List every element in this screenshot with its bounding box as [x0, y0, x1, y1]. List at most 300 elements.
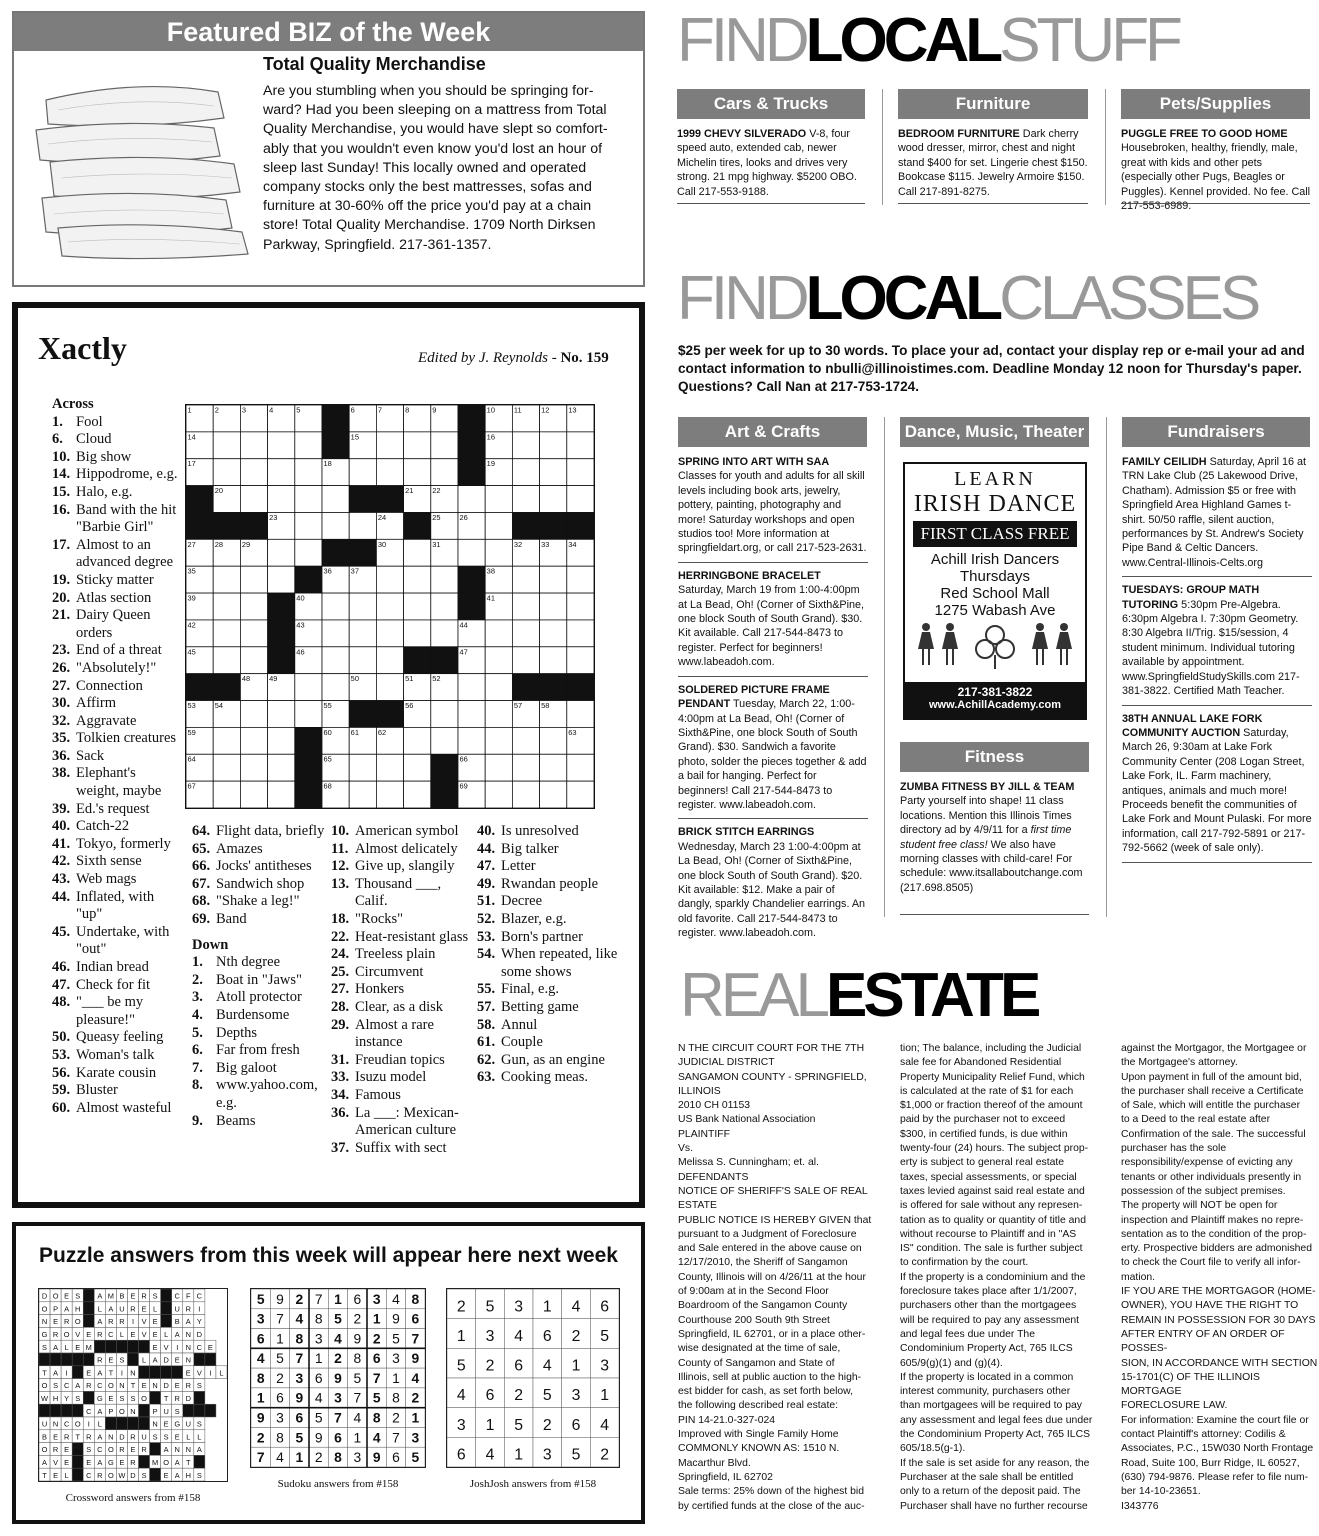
grid-cell[interactable] — [567, 593, 594, 620]
black-square — [139, 1366, 150, 1379]
cell-number: 8 — [405, 405, 410, 415]
grid-cell[interactable] — [404, 727, 431, 754]
grid-cell[interactable] — [349, 512, 376, 539]
grid-cell[interactable] — [485, 754, 512, 781]
classified-ad — [678, 825, 868, 946]
clue — [52, 466, 182, 484]
clue — [52, 572, 182, 590]
clue-text: Inflated, with "up" — [76, 888, 155, 923]
grid-cell[interactable] — [349, 754, 376, 781]
cell-number: 28 — [214, 539, 224, 549]
biz-body: Are you stumbling when you should be springing for-ward? Had you been sleeping on a mattress from Total Quality Merchandise, you would have slept so comfort-ably that you wouldn't even know you'd lost an hour of sleep last Sunday! This locally owned and operated company stocks only the best mattresses, sofas and furniture at 30-60% off the price you'd pay at a chain store! Total Quality Merchandise. 1709 North Dirksen Parkway, Springfield. 217-361-1357. — [263, 83, 608, 253]
grid-cell[interactable] — [240, 593, 267, 620]
grid-cell[interactable] — [567, 566, 594, 593]
grid-cell[interactable] — [404, 432, 431, 459]
answer-letter: O — [41, 1381, 48, 1391]
answer-letter: 7 — [353, 1389, 362, 1406]
grid-cell[interactable] — [485, 647, 512, 674]
black-square — [139, 1340, 150, 1353]
divider — [1121, 203, 1310, 204]
answer-letter: E — [130, 1291, 136, 1301]
grid-cell[interactable] — [268, 754, 295, 781]
grid-cell[interactable] — [431, 727, 458, 754]
clue-text: Born's partner — [501, 928, 583, 945]
answer-letter: 9 — [411, 1350, 420, 1367]
grid-cell[interactable] — [540, 593, 567, 620]
clue-text: Sandwich shop — [216, 875, 305, 892]
grid-cell[interactable] — [213, 781, 240, 808]
grid-cell[interactable] — [431, 620, 458, 647]
clue-text: Famous — [355, 1086, 401, 1103]
cell-number: 60 — [323, 727, 332, 737]
find-local-classes-heading — [677, 264, 1258, 333]
black-square — [458, 405, 485, 432]
clue — [331, 1017, 477, 1052]
grid-cell[interactable] — [567, 701, 594, 728]
grid-cell[interactable] — [213, 647, 240, 674]
clue-text: Big galoot — [216, 1059, 277, 1076]
grid-cell[interactable] — [404, 459, 431, 486]
grid-cell[interactable] — [268, 566, 295, 593]
divider — [898, 203, 1088, 204]
grid-cell[interactable] — [240, 486, 267, 513]
grid-cell[interactable] — [512, 459, 539, 486]
crossword-answer-caption: Crossword answers from #158 — [65, 1492, 201, 1504]
clue-number: 32. — [52, 712, 71, 729]
cell-number: 46 — [296, 647, 305, 657]
black-square — [50, 1353, 61, 1366]
answer-letter: 4 — [392, 1290, 400, 1307]
clue-text: Sack — [76, 747, 105, 764]
clue-number: 18. — [331, 910, 350, 927]
grid-cell[interactable] — [485, 512, 512, 539]
grid-cell[interactable] — [512, 727, 539, 754]
answer-letter: E — [185, 1368, 191, 1378]
clue-number: 39. — [52, 800, 71, 817]
grid-cell[interactable] — [240, 432, 267, 459]
grid-cell[interactable] — [485, 539, 512, 566]
black-square — [404, 647, 431, 674]
answer-letter: A — [75, 1381, 81, 1391]
grid-cell[interactable] — [431, 593, 458, 620]
grid-cell[interactable] — [376, 674, 403, 701]
featured-biz-header: Featured BIZ of the Week — [14, 13, 643, 51]
cell-number: 35 — [187, 566, 196, 576]
answer-letter: 1 — [353, 1429, 362, 1446]
cell-number: 21 — [405, 486, 414, 496]
grid-cell[interactable] — [404, 754, 431, 781]
answer-letter: L — [141, 1355, 147, 1365]
answer-letter: 9 — [353, 1330, 362, 1347]
clue-text: Hippodrome, e.g. — [76, 466, 178, 483]
furniture-ad-body: Dark cherry wood dresser, mirror, chest and night stand $400 for set. Lingerie chest $150. Bookcase $115. Jewelry Armoire $150. Call 217-891-8275. — [898, 128, 1088, 198]
black-square — [295, 566, 322, 593]
grid-cell[interactable] — [512, 620, 539, 647]
clue-text: Almost to an advanced degree — [76, 536, 174, 571]
answer-letter: A — [53, 1368, 59, 1378]
answer-letter: E — [141, 1381, 147, 1391]
clue-number: 51. — [477, 893, 496, 910]
answer-letter: A — [108, 1304, 114, 1314]
crossword-answer-grid — [38, 1288, 228, 1482]
answer-letter: 2 — [571, 1327, 581, 1345]
grid-cell[interactable] — [431, 701, 458, 728]
grid-cell[interactable] — [512, 647, 539, 674]
grid-cell[interactable] — [458, 727, 485, 754]
answer-letter: 3 — [571, 1387, 581, 1405]
grid-cell[interactable] — [567, 432, 594, 459]
grid-cell[interactable] — [431, 566, 458, 593]
grid-cell[interactable] — [322, 512, 349, 539]
clue-text: Sixth sense — [76, 853, 142, 870]
grid-cell[interactable] — [512, 566, 539, 593]
answer-letter: R — [86, 1381, 92, 1391]
answer-letter: L — [186, 1432, 191, 1442]
irish-line2: Thursdays — [959, 568, 1031, 585]
grid-cell[interactable] — [213, 620, 240, 647]
grid-cell[interactable] — [540, 781, 567, 808]
grid-cell[interactable] — [213, 432, 240, 459]
grid-cell[interactable] — [240, 754, 267, 781]
grid-cell[interactable] — [295, 701, 322, 728]
grid-cell[interactable] — [376, 459, 403, 486]
clue-text: Catch-22 — [76, 818, 130, 835]
black-square — [376, 701, 403, 728]
grid-cell[interactable] — [485, 486, 512, 513]
cell-number: 69 — [459, 781, 468, 791]
clue-text: Treeless plain — [355, 946, 436, 963]
clue — [192, 893, 330, 911]
clue-number: 53. — [477, 928, 496, 945]
cell-number: 7 — [377, 405, 383, 415]
clue-text: Final, e.g. — [501, 981, 559, 998]
answer-letter: 9 — [295, 1389, 304, 1406]
answer-letter: R — [97, 1355, 103, 1365]
grid-cell[interactable] — [240, 781, 267, 808]
answer-letter: 4 — [571, 1298, 581, 1316]
clue-number: 65. — [192, 840, 211, 857]
grid-cell[interactable] — [240, 647, 267, 674]
black-square — [83, 1353, 94, 1366]
grid-cell[interactable] — [376, 593, 403, 620]
grid-cell[interactable] — [458, 539, 485, 566]
answer-letter: 5 — [392, 1330, 400, 1347]
grid-cell[interactable] — [512, 593, 539, 620]
grid-cell[interactable] — [567, 486, 594, 513]
answer-letter: R — [141, 1445, 147, 1455]
grid-cell[interactable] — [240, 701, 267, 728]
grid-cell[interactable] — [404, 593, 431, 620]
answer-letter: N — [130, 1368, 136, 1378]
answer-letter: 5 — [353, 1369, 362, 1386]
art-ads-column — [678, 455, 868, 953]
grid-cell[interactable] — [512, 486, 539, 513]
heading-classes: CLASSES — [999, 264, 1258, 333]
answer-letter: U — [163, 1406, 169, 1416]
answer-letter: 4 — [372, 1429, 381, 1446]
clue-text: Depths — [216, 1024, 258, 1041]
black-square — [349, 539, 376, 566]
legal-notice-column-1: N THE CIRCUIT COURT FOR THE 7TH JUDICIAL DISTRICT SANGAMON COUNTY - SPRINGFIELD, ILLINOIS 2010 CH 01153 US Bank National Association PLAINTIFF Vs. Melissa S. Cunningham; et. al. DEFENDANTS NOTICE OF SHERIFF'S SALE OF REAL ESTATE PUBLIC NOTICE IS HEREBY GIVEN that pursuant to a Judgment of Foreclosure and Sale entered in the above cause on 12/17/2010, the Sheriff of Sangamon County, Illinois will on 4/26/11 at the hour of 9:00am at in the Second Floor Boardroom of the Sangamon County Courthouse 200 South 9th Street Springfield, IL 62701, or in a place other- wise designated at the time of sale, County of Sangamon and State of Illinois, sell at public auction to the high- est bidder for cash, as set forth below, the following described real estate: PIN 14-21.0-327-024 Improved with Single Family Home COMMONLY KNOWN AS: 1510 N. Macarthur Blvd. Springfield, IL 62702 Sale terms: 25% down of the highest bid by certified funds at the close of the auc- — [678, 1043, 872, 1512]
answer-letter: V — [75, 1330, 81, 1340]
clue-number: 69. — [192, 910, 211, 927]
grid-cell[interactable] — [376, 781, 403, 808]
answer-letter: R — [130, 1432, 136, 1442]
grid-cell[interactable] — [540, 459, 567, 486]
answer-letter: 2 — [334, 1350, 342, 1367]
clue — [331, 1069, 477, 1087]
answer-letter: T — [130, 1381, 136, 1391]
clue-number: 20. — [52, 589, 71, 606]
grid-cell[interactable] — [540, 620, 567, 647]
clue — [52, 871, 182, 889]
grid-cell[interactable] — [349, 459, 376, 486]
grid-cell[interactable] — [485, 701, 512, 728]
answer-letter: 1 — [514, 1446, 524, 1464]
grid-cell[interactable] — [268, 486, 295, 513]
answer-letter: 7 — [256, 1449, 265, 1466]
answer-letter: 6 — [334, 1429, 342, 1446]
grid-cell[interactable] — [268, 727, 295, 754]
grid-cell[interactable] — [485, 674, 512, 701]
clue-number: 68. — [192, 893, 211, 910]
grid-cell[interactable] — [268, 459, 295, 486]
answer-letter: A — [53, 1342, 59, 1352]
clue — [477, 823, 627, 841]
answer-letter: 5 — [295, 1429, 304, 1446]
answer-letter: D — [163, 1355, 169, 1365]
answer-letter: 1 — [334, 1290, 342, 1307]
grid-cell[interactable] — [240, 620, 267, 647]
grid-cell[interactable] — [540, 432, 567, 459]
black-square — [322, 432, 349, 459]
grid-cell[interactable] — [349, 781, 376, 808]
grid-cell[interactable] — [295, 539, 322, 566]
irish-line4: 1275 Wabash Ave — [934, 602, 1056, 619]
clue-number: 23. — [52, 642, 71, 659]
clue-text: Karate cousin — [76, 1064, 157, 1081]
cell-number: 56 — [405, 700, 414, 710]
grid-cell[interactable] — [295, 432, 322, 459]
grid-cell[interactable] — [240, 459, 267, 486]
irish-learn: LEARN — [954, 468, 1036, 490]
irish-dancers-clover-icon — [910, 619, 1080, 671]
clue-number: 9. — [192, 1112, 203, 1129]
answer-letter: E — [152, 1317, 158, 1327]
grid-cell[interactable] — [567, 647, 594, 674]
answer-letter: M — [107, 1291, 114, 1301]
grid-cell[interactable] — [540, 754, 567, 781]
grid-cell[interactable] — [213, 727, 240, 754]
grid-cell[interactable] — [322, 674, 349, 701]
answer-letter: I — [87, 1419, 90, 1429]
grid-cell[interactable] — [567, 781, 594, 808]
answer-letter: F — [186, 1291, 191, 1301]
grid-cell[interactable] — [512, 781, 539, 808]
cell-number: 24 — [377, 512, 387, 522]
heading-find: FIND — [677, 264, 806, 333]
answer-letter: L — [64, 1342, 69, 1352]
clue — [52, 537, 182, 572]
answer-letter: S — [130, 1393, 136, 1403]
grid-cell[interactable] — [540, 486, 567, 513]
clue — [52, 801, 182, 819]
grid-cell[interactable] — [322, 486, 349, 513]
grid-cell[interactable] — [540, 727, 567, 754]
grid-cell[interactable] — [322, 620, 349, 647]
grid-cell[interactable] — [349, 620, 376, 647]
clue-number: 17. — [52, 536, 71, 553]
clue-text: Tolkien creatures — [76, 730, 177, 747]
grid-cell[interactable] — [295, 512, 322, 539]
grid-cell[interactable] — [512, 754, 539, 781]
clue-number: 61. — [477, 1034, 496, 1051]
clue — [192, 1060, 330, 1078]
column-rule — [884, 417, 885, 917]
grid-cell[interactable] — [376, 566, 403, 593]
answer-letter: O — [74, 1419, 81, 1429]
grid-cell[interactable] — [213, 754, 240, 781]
answer-letter: O — [41, 1445, 48, 1455]
grid-cell[interactable] — [322, 647, 349, 674]
answer-letter: D — [130, 1470, 136, 1480]
answer-letter: U — [141, 1432, 147, 1442]
grid-cell[interactable] — [404, 781, 431, 808]
grid-cell[interactable] — [240, 566, 267, 593]
grid-cell[interactable] — [567, 754, 594, 781]
grid-cell[interactable] — [431, 459, 458, 486]
grid-cell[interactable] — [431, 432, 458, 459]
answer-letter: A — [163, 1445, 169, 1455]
answer-letter: E — [152, 1342, 158, 1352]
answer-letter: U — [174, 1304, 180, 1314]
grid-cell[interactable] — [268, 432, 295, 459]
cell-number: 42 — [187, 620, 196, 630]
clue — [52, 642, 182, 660]
grid-cell[interactable] — [567, 459, 594, 486]
answer-letter: 6 — [600, 1298, 610, 1316]
grid-cell[interactable] — [485, 620, 512, 647]
clue-text: Queasy feeling — [76, 1029, 164, 1046]
grid-cell[interactable] — [404, 620, 431, 647]
clue-text: Web mags — [76, 871, 137, 888]
grid-cell[interactable] — [485, 781, 512, 808]
black-square — [540, 512, 567, 539]
answer-letter: 6 — [485, 1387, 495, 1405]
cell-number: 10 — [486, 405, 495, 415]
grid-cell[interactable] — [458, 701, 485, 728]
clue-number: 6. — [52, 431, 63, 448]
mattress-stack-image — [28, 70, 258, 260]
answer-letter: S — [119, 1393, 125, 1403]
grid-cell[interactable] — [213, 593, 240, 620]
ad-body: Saturday, March 26, 9:30am at Lake Fork Community Center (208 Logan Street, Lake Fork, IL. Farm machinery, antiques, animals and much more! Proceeds benefit the communities of Lake Fork and Mount Pulaski. For more information, call 217-792-5891 or 217-792-5662 (week of sale only). — [1122, 726, 1312, 855]
answer-letter: 4 — [456, 1387, 466, 1405]
clue-number: 40. — [477, 823, 496, 839]
cell-number: 57 — [513, 700, 523, 710]
clue-number: 25. — [331, 963, 350, 980]
grid-cell[interactable] — [376, 647, 403, 674]
answer-letter: T — [75, 1432, 80, 1442]
answer-letter: 6 — [514, 1357, 524, 1375]
clue-text: "Rocks" — [355, 910, 404, 927]
grid-cell[interactable] — [240, 727, 267, 754]
crossword-grid[interactable] — [185, 404, 595, 809]
answer-letter: R — [174, 1393, 180, 1403]
black-square — [431, 754, 458, 781]
grid-cell[interactable] — [268, 781, 295, 808]
clue-text: Undertake, with "out" — [76, 923, 170, 958]
answer-letter: 9 — [372, 1449, 381, 1466]
answer-letter: T — [186, 1457, 191, 1467]
answer-letter: S — [42, 1342, 48, 1352]
grid-cell[interactable] — [485, 727, 512, 754]
irish-website: www.AchillAcademy.com — [928, 699, 1062, 711]
answer-letter: E — [86, 1368, 92, 1378]
answer-letter: 6 — [411, 1310, 420, 1327]
grid-cell[interactable] — [349, 593, 376, 620]
grid-cell[interactable] — [540, 566, 567, 593]
black-square — [376, 486, 403, 513]
ad-lead: SOLDERED PICTURE FRAME PENDANT — [678, 683, 830, 711]
grid-cell[interactable] — [376, 754, 403, 781]
black-square — [194, 1391, 205, 1404]
answer-letter: 1 — [276, 1330, 284, 1347]
grid-cell[interactable] — [567, 620, 594, 647]
answer-letter: V — [53, 1457, 59, 1467]
clue-number: 4. — [192, 1006, 203, 1023]
answer-letter: 2 — [411, 1389, 420, 1406]
answer-letter: A — [97, 1291, 103, 1301]
grid-cell[interactable] — [295, 674, 322, 701]
answer-letter: 3 — [314, 1330, 323, 1347]
clue-number: 64. — [192, 823, 211, 839]
grid-cell[interactable] — [458, 674, 485, 701]
answer-letter: 5 — [314, 1409, 323, 1426]
grid-cell[interactable] — [512, 432, 539, 459]
grid-cell[interactable] — [295, 459, 322, 486]
grid-cell[interactable] — [376, 432, 403, 459]
grid-cell[interactable] — [322, 593, 349, 620]
clue-number: 58. — [477, 1016, 496, 1033]
grid-cell[interactable] — [458, 486, 485, 513]
answer-letter: E — [75, 1342, 81, 1352]
cell-number: 65 — [323, 754, 332, 764]
answer-letter: 8 — [295, 1330, 304, 1347]
grid-cell[interactable] — [376, 620, 403, 647]
answer-letter: S — [53, 1381, 59, 1391]
ad-body: Tuesday, March 22, 1:00-4:00pm at La Bead, Oh! (Corner of Sixth&Pine, one block South of South Grand). $30. Sandwich a favorite photo, solder the pieces together & add a bail for hanging. Perfect for beginners! Call 217-544-8473 to register. www.labeadoh.com. — [678, 698, 867, 811]
grid-cell[interactable] — [349, 647, 376, 674]
grid-cell[interactable] — [268, 701, 295, 728]
grid-cell[interactable] — [295, 486, 322, 513]
grid-cell[interactable] — [404, 539, 431, 566]
clue-column-3 — [477, 823, 627, 1087]
answer-letter: N — [130, 1406, 136, 1416]
clue-text: Elephant's weight, maybe — [76, 765, 162, 800]
grid-cell[interactable] — [540, 647, 567, 674]
answer-letter: C — [63, 1419, 70, 1429]
grid-cell[interactable] — [213, 566, 240, 593]
grid-cell[interactable] — [268, 539, 295, 566]
answer-letter: A — [174, 1470, 180, 1480]
grid-cell[interactable] — [213, 459, 240, 486]
cell-number: 13 — [568, 405, 577, 415]
cell-number: 20 — [214, 486, 224, 496]
grid-cell[interactable] — [404, 566, 431, 593]
clue-text: American symbol — [355, 823, 459, 839]
clue-number: 34. — [331, 1086, 350, 1103]
